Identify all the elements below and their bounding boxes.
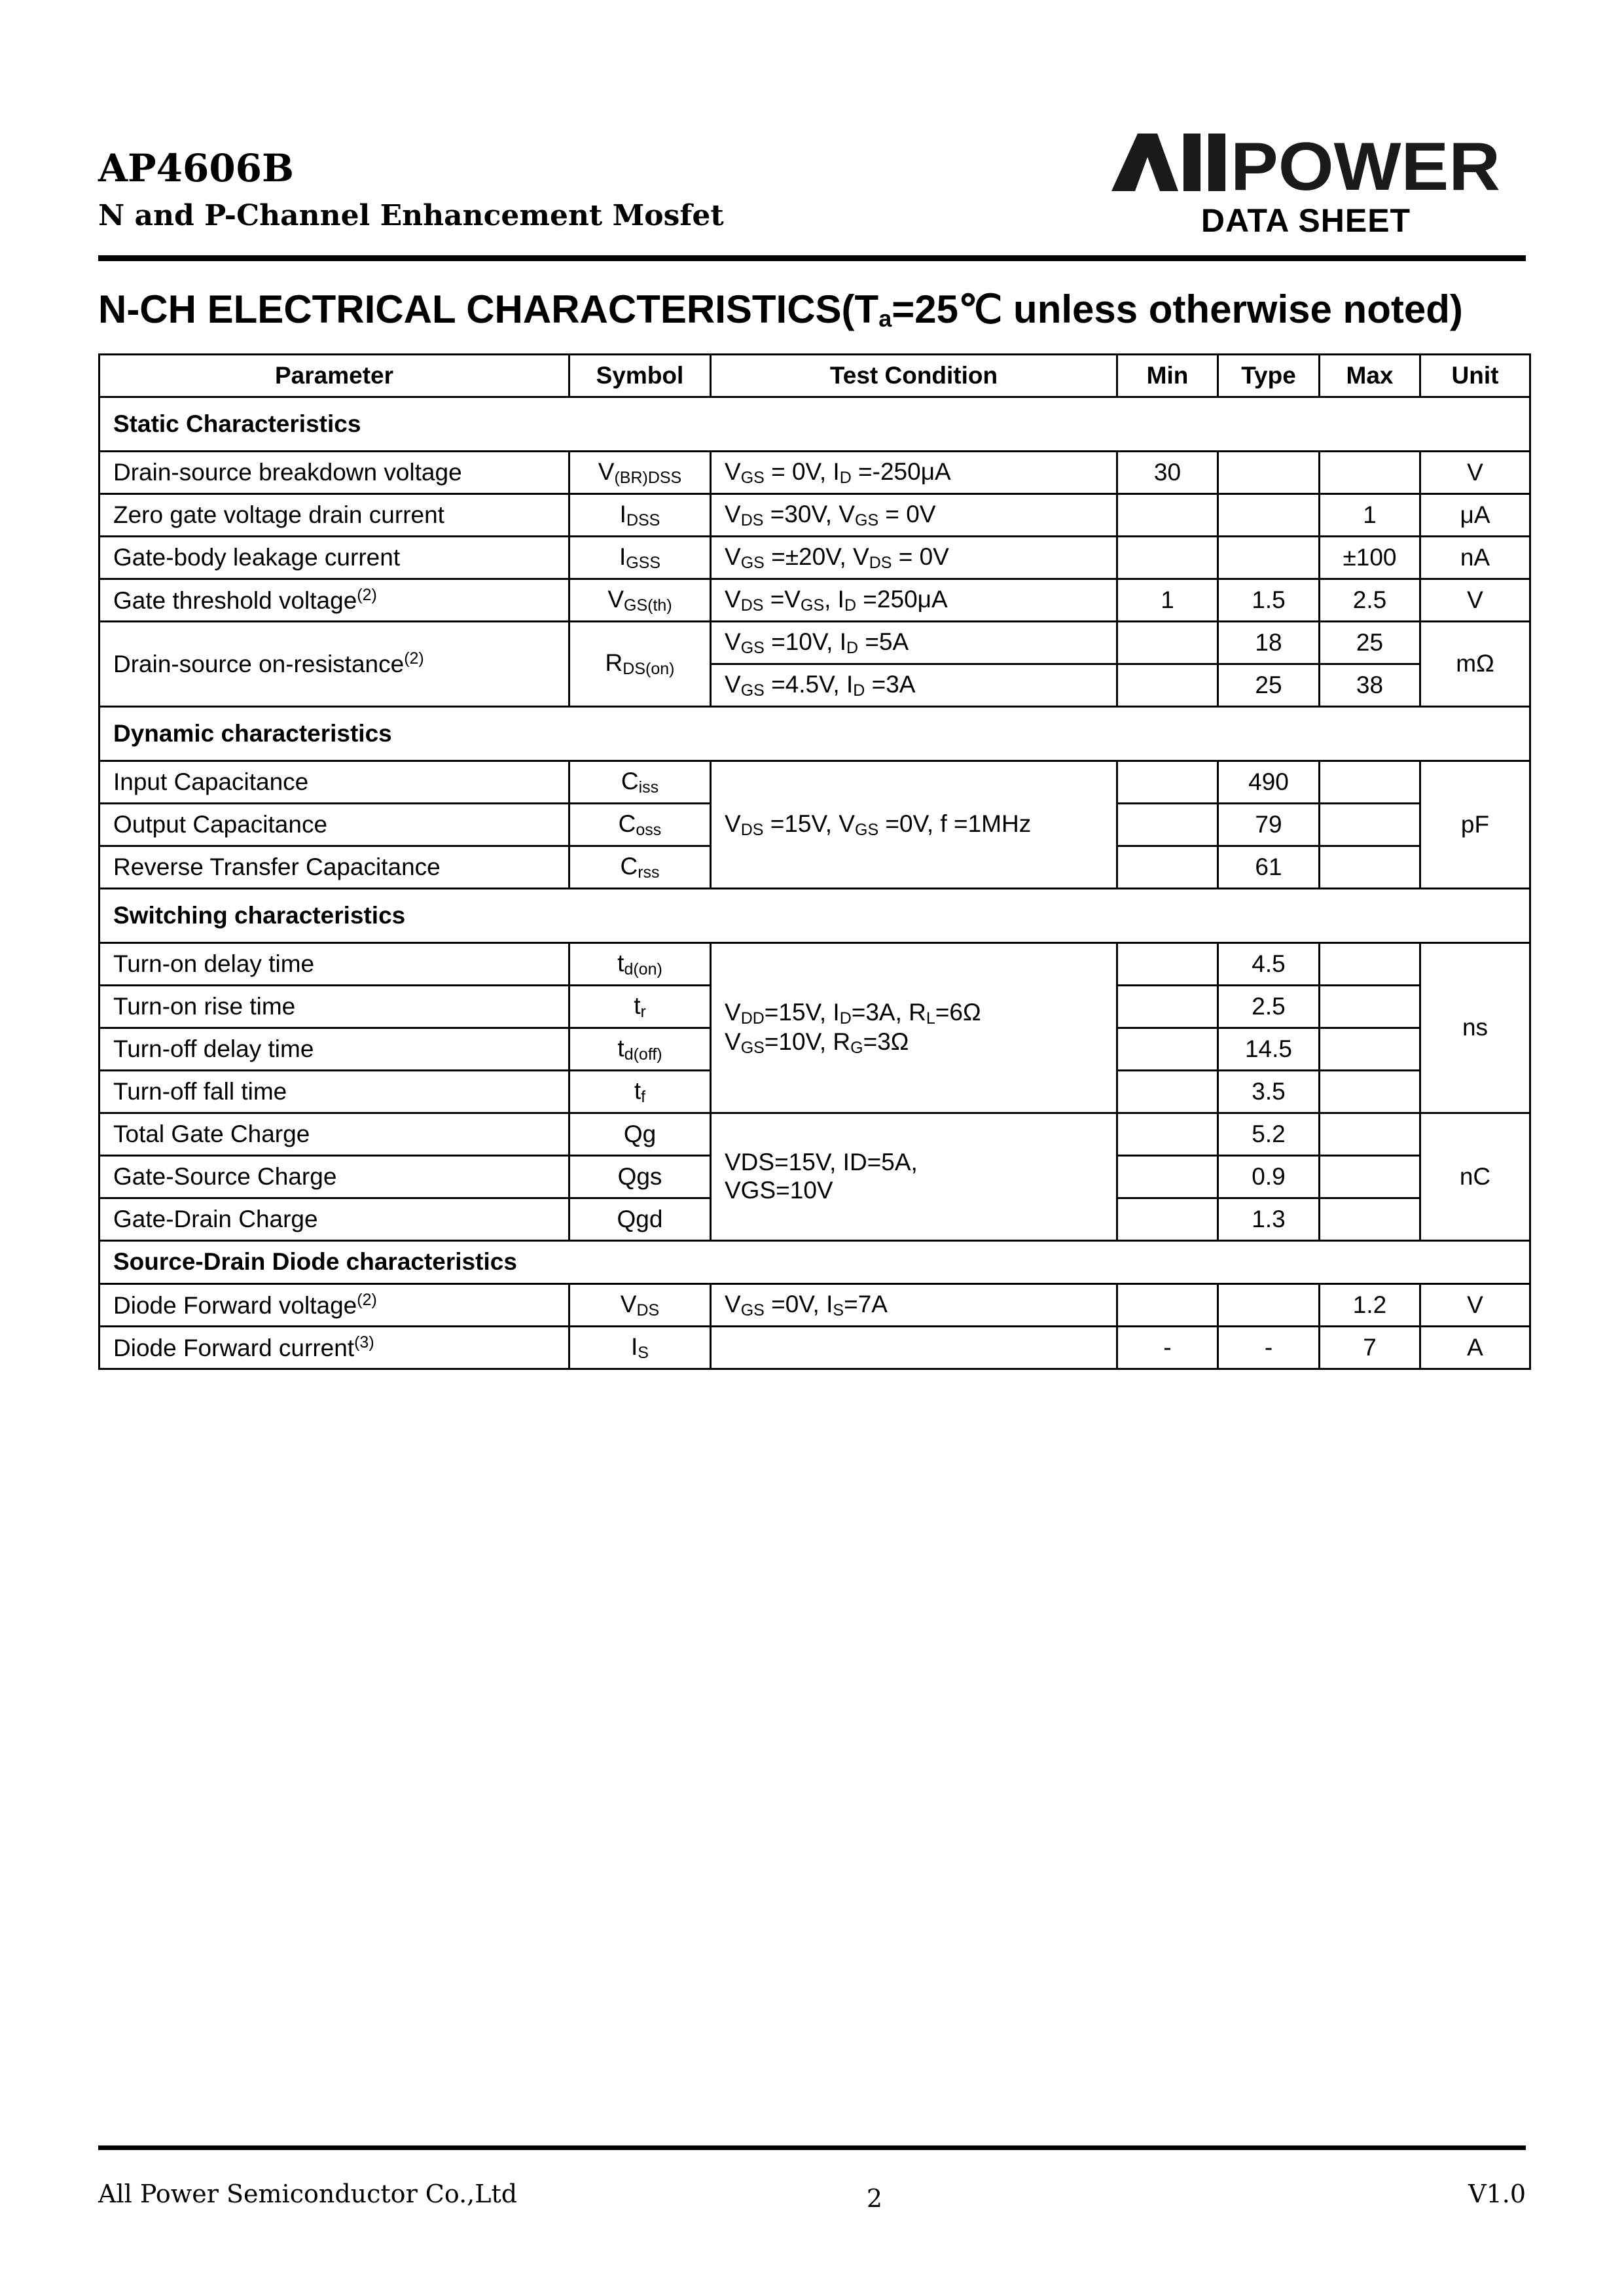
symbol-cell: $I_{DSS}$ <box>569 494 711 537</box>
typ-cell: - <box>1218 1327 1320 1369</box>
section-row-switching <box>99 889 1530 943</box>
param-cell: Turn-off fall time <box>99 1071 569 1113</box>
company-name: All Power Semiconductor Co.,Ltd <box>98 2179 518 2208</box>
section-label: Switching characteristics <box>99 889 1530 943</box>
symbol-cell: Qgs <box>569 1156 711 1198</box>
condition-cell: $V_{GS} = 0V$, $I_D =-250\mu A$ <box>711 452 1117 494</box>
page-number: 2 <box>866 2184 883 2213</box>
unit-cell: V <box>1420 579 1530 622</box>
symbol-cell: $I_{GSS}$ <box>569 537 711 579</box>
param-cell: Gate-Drain Charge <box>99 1198 569 1241</box>
header-symbol: Symbol <box>569 355 711 397</box>
symbol-cell: $C_{rss}$ <box>569 846 711 889</box>
typ-cell: 1.3 <box>1218 1198 1320 1241</box>
table-header-row <box>99 355 1530 397</box>
typ-cell: 25 <box>1218 664 1320 707</box>
table-row <box>99 1113 1530 1156</box>
unit-cell: V <box>1420 1284 1530 1327</box>
allpower-logo <box>1106 131 1506 242</box>
section-row-diode <box>99 1241 1530 1284</box>
typ-cell: 3.5 <box>1218 1071 1320 1113</box>
typ-cell: 0.9 <box>1218 1156 1320 1198</box>
max-cell <box>1320 846 1420 889</box>
param-cell: Diode Forward voltage$^{(2)}$ <box>99 1284 569 1327</box>
param-cell: Turn-off delay time <box>99 1028 569 1071</box>
max-cell <box>1320 943 1420 986</box>
max-cell <box>1320 986 1420 1028</box>
condition-cell: $V_{GS} =10V$, $I_D =5A$ <box>711 622 1117 664</box>
switching-condition-line-2: $V_{GS}=10V$, $R_G=3\Omega$ <box>725 1028 909 1057</box>
max-cell: 1 <box>1320 494 1420 537</box>
min-cell <box>1117 1198 1218 1241</box>
param-cell: Reverse Transfer Capacitance <box>99 846 569 889</box>
typ-cell: 14.5 <box>1218 1028 1320 1071</box>
param-cell: Turn-on delay time <box>99 943 569 986</box>
max-cell: ±100 <box>1320 537 1420 579</box>
part-number: AP4606B <box>98 146 295 190</box>
unit-cell: pF <box>1420 761 1530 889</box>
header-max: Max <box>1320 355 1420 397</box>
table-row <box>99 452 1530 494</box>
min-cell <box>1117 1284 1218 1327</box>
param-cell: Drain-source on-resistance$^{(2)}$ <box>99 622 569 707</box>
symbol-cell: Qgd <box>569 1198 711 1241</box>
typ-cell: 18 <box>1218 622 1320 664</box>
min-cell <box>1117 986 1218 1028</box>
header-min: Min <box>1117 355 1218 397</box>
unit-cell: V <box>1420 452 1530 494</box>
min-cell <box>1117 1156 1218 1198</box>
device-subtitle: N and P-Channel Enhancement Mosfet <box>98 199 724 232</box>
typ-cell: 4.5 <box>1218 943 1320 986</box>
section-row-dynamic <box>99 707 1530 761</box>
max-cell <box>1320 1198 1420 1241</box>
symbol-cell: $t_{d(on)}$ <box>569 943 711 986</box>
symbol-cell: Qg <box>569 1113 711 1156</box>
max-cell <box>1320 761 1420 804</box>
section-row-static <box>99 397 1530 452</box>
header-parameter: Parameter <box>99 355 569 397</box>
unit-cell: nA <box>1420 537 1530 579</box>
condition-cell: $V_{DS} =30V$, $V_{GS} = 0V$ <box>711 494 1117 537</box>
allpower-logo-mark <box>1106 131 1506 194</box>
min-cell <box>1117 804 1218 846</box>
table-row <box>99 622 1530 664</box>
min-cell <box>1117 622 1218 664</box>
footer-divider <box>98 2145 1526 2150</box>
symbol-cell: $V_{(BR)DSS}$ <box>569 452 711 494</box>
min-cell: 1 <box>1117 579 1218 622</box>
header-type: Type <box>1218 355 1320 397</box>
condition-cell: $V_{DS} =V_{GS}$, $I_D =250\mu A$ <box>711 579 1117 622</box>
symbol-cell: $V_{DS}$ <box>569 1284 711 1327</box>
max-cell <box>1320 1156 1420 1198</box>
condition-cell: $V_{GS} =4.5V$, $I_D =3A$ <box>711 664 1117 707</box>
max-cell <box>1320 804 1420 846</box>
param-cell: Zero gate voltage drain current <box>99 494 569 537</box>
symbol-cell: $t_r$ <box>569 986 711 1028</box>
param-cell: Drain-source breakdown voltage <box>99 452 569 494</box>
table-row <box>99 761 1530 804</box>
table-row <box>99 494 1530 537</box>
section-label: Source-Drain Diode characteristics <box>99 1241 1530 1284</box>
param-cell: Gate-Source Charge <box>99 1156 569 1198</box>
param-cell: Input Capacitance <box>99 761 569 804</box>
typ-cell: 79 <box>1218 804 1320 846</box>
min-cell <box>1117 1113 1218 1156</box>
condition-cell <box>711 1113 1117 1241</box>
max-cell <box>1320 1113 1420 1156</box>
symbol-cell: $C_{oss}$ <box>569 804 711 846</box>
min-cell: - <box>1117 1327 1218 1369</box>
table-row <box>99 943 1530 986</box>
header-unit: Unit <box>1420 355 1530 397</box>
min-cell: 30 <box>1117 452 1218 494</box>
typ-cell: 1.5 <box>1218 579 1320 622</box>
table-row <box>99 1327 1530 1369</box>
min-cell <box>1117 537 1218 579</box>
symbol-cell: $R_{DS(on)}$ <box>569 622 711 707</box>
typ-cell: 2.5 <box>1218 986 1320 1028</box>
unit-cell: ns <box>1420 943 1530 1113</box>
condition-cell <box>711 943 1117 1113</box>
symbol-cell: $t_f$ <box>569 1071 711 1113</box>
max-cell <box>1320 1028 1420 1071</box>
symbol-cell: $V_{GS(th)}$ <box>569 579 711 622</box>
max-cell: 2.5 <box>1320 579 1420 622</box>
min-cell <box>1117 943 1218 986</box>
svg-text:POWER: POWER <box>1231 131 1500 194</box>
electrical-characteristics-table <box>98 353 1531 1370</box>
max-cell: 25 <box>1320 622 1420 664</box>
max-cell: 1.2 <box>1320 1284 1420 1327</box>
min-cell <box>1117 846 1218 889</box>
min-cell <box>1117 761 1218 804</box>
typ-cell: 61 <box>1218 846 1320 889</box>
document-version: V1.0 <box>1468 2179 1526 2208</box>
table-row <box>99 537 1530 579</box>
condition-cell: $V_{DS} =15V$, $V_{GS} =0V$, f =1MHz <box>711 761 1117 889</box>
param-cell: Gate-body leakage current <box>99 537 569 579</box>
table-row <box>99 579 1530 622</box>
symbol-cell: $C_{iss}$ <box>569 761 711 804</box>
max-cell <box>1320 452 1420 494</box>
param-cell: Output Capacitance <box>99 804 569 846</box>
max-cell: 7 <box>1320 1327 1420 1369</box>
section-label: Static Characteristics <box>99 397 1530 452</box>
symbol-cell: $I_S$ <box>569 1327 711 1369</box>
unit-cell: nC <box>1420 1113 1530 1241</box>
typ-cell: 490 <box>1218 761 1320 804</box>
min-cell <box>1117 494 1218 537</box>
condition-cell <box>711 1327 1117 1369</box>
section-title: N-CH ELECTRICAL $CHARACTERISTICS(T_a=25℃$ unless otherwise noted) <box>98 287 1463 332</box>
section-label: Dynamic characteristics <box>99 707 1530 761</box>
header-divider <box>98 255 1526 261</box>
condition-cell: $V_{GS} =0V$, $I_S=7A$ <box>711 1284 1117 1327</box>
min-cell <box>1117 1028 1218 1071</box>
unit-cell: μA <box>1420 494 1530 537</box>
unit-cell: A <box>1420 1327 1530 1369</box>
charge-condition-line-2: VGS=10V <box>725 1177 833 1204</box>
symbol-cell: $t_{d(off)}$ <box>569 1028 711 1071</box>
param-cell: Turn-on rise time <box>99 986 569 1028</box>
typ-cell <box>1218 537 1320 579</box>
typ-cell: 5.2 <box>1218 1113 1320 1156</box>
typ-cell <box>1218 1284 1320 1327</box>
min-cell <box>1117 1071 1218 1113</box>
param-cell: Diode Forward current$^{(3)}$ <box>99 1327 569 1369</box>
table-row <box>99 1284 1530 1327</box>
max-cell: 38 <box>1320 664 1420 707</box>
param-cell: Gate threshold voltage$^{(2)}$ <box>99 579 569 622</box>
condition-cell: $V_{GS} =\pm 20V$, $V_{DS} = 0V$ <box>711 537 1117 579</box>
min-cell <box>1117 664 1218 707</box>
charge-condition-line-1: VDS=15V, ID=5A, <box>725 1149 918 1176</box>
max-cell <box>1320 1071 1420 1113</box>
param-cell: Total Gate Charge <box>99 1113 569 1156</box>
datasheet-label: DATA SHEET <box>1200 202 1411 239</box>
typ-cell <box>1218 452 1320 494</box>
typ-cell <box>1218 494 1320 537</box>
header-test-condition: Test Condition <box>711 355 1117 397</box>
unit-cell: mΩ <box>1420 622 1530 707</box>
switching-condition-line-1: $V_{DD}=15V$, $I_D=3A$, $R_L=6\Omega$ <box>725 998 981 1028</box>
